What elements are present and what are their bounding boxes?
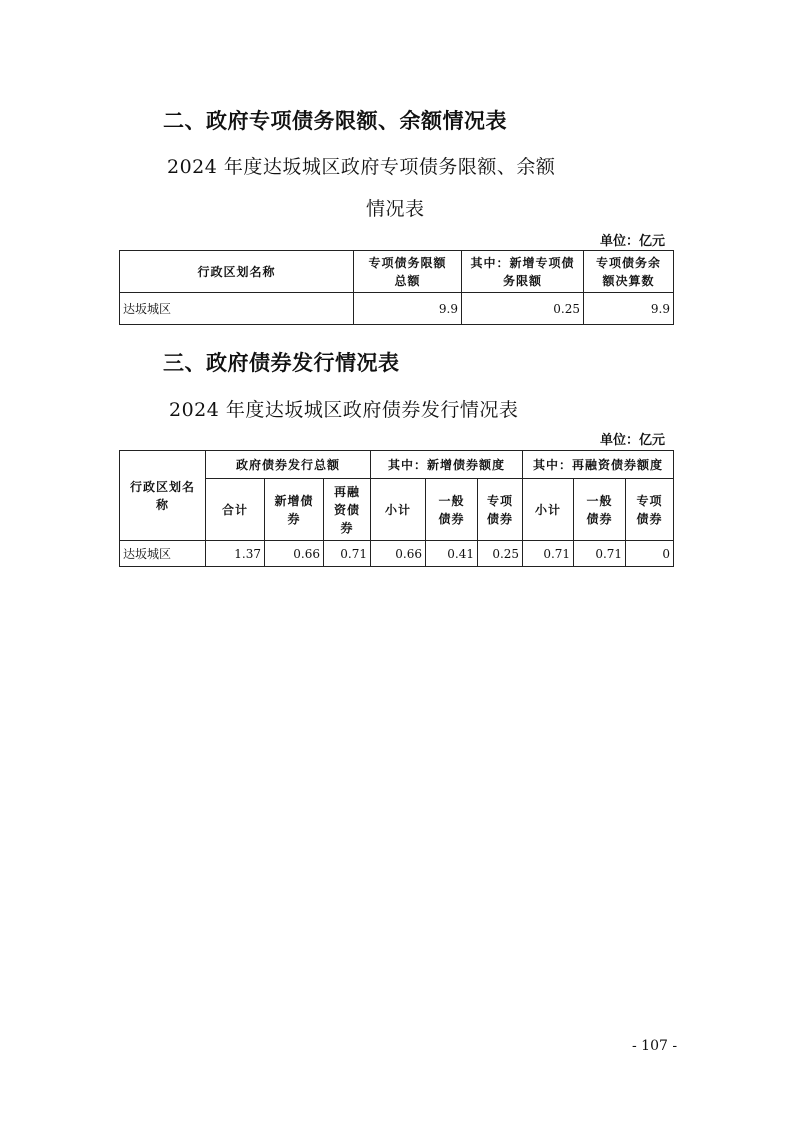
table-row [120,541,674,567]
header-total: 合计 [206,479,265,541]
cell-new-general: 0.41 [426,541,478,567]
cell-limit: 9.9 [354,293,462,325]
header-new-special: 专项 债券 [478,479,523,541]
section2-heading: 二、政府专项债务限额、余额情况表 [163,109,507,133]
bond-issuance-table [119,450,674,567]
header-region: 行政区划名称 [120,251,354,293]
cell-balance: 9.9 [584,293,674,325]
cell-new-subtotal: 0.66 [371,541,426,567]
section2-caption-line1: 2024 年度达坂城区政府专项债务限额、余额 [167,156,556,178]
cell-new-bond: 0.66 [265,541,324,567]
page-number: - 107 - [632,1038,678,1054]
section2-unit: 单位：亿元 [599,234,665,249]
header-refi-bond: 再融 资债 券 [324,479,371,541]
debt-limit-header-row [120,251,674,293]
cell-region: 达坂城区 [120,293,354,325]
section3-unit: 单位：亿元 [599,433,665,448]
cell-total: 1.37 [206,541,265,567]
header-refi-special: 专项 债券 [626,479,674,541]
cell-refi-special: 0 [626,541,674,567]
table-row [120,293,674,325]
header-group-new: 其中：新增债券额度 [371,451,523,479]
header-group-total: 政府债券发行总额 [206,451,371,479]
bond-group-header-row [120,451,674,479]
header-group-refi: 其中：再融资债券额度 [523,451,674,479]
cell-new-limit: 0.25 [462,293,584,325]
header-refi-general: 一般 债券 [574,479,626,541]
cell-refi-subtotal: 0.71 [523,541,574,567]
header-balance: 专项债务余 额决算数 [584,251,674,293]
header-new-general: 一般 债券 [426,479,478,541]
header-new-bond: 新增债 券 [265,479,324,541]
section2-caption-line2: 情况表 [366,198,425,220]
cell-new-special: 0.25 [478,541,523,567]
header-new-subtotal: 小计 [371,479,426,541]
cell-refi-bond: 0.71 [324,541,371,567]
section3-caption: 2024 年度达坂城区政府债券发行情况表 [169,399,519,421]
header-limit-total: 专项债务限额 总额 [354,251,462,293]
cell-region: 达坂城区 [120,541,206,567]
header-refi-subtotal: 小计 [523,479,574,541]
header-region: 行政区划名 称 [120,451,206,541]
section3-heading: 三、政府债券发行情况表 [163,351,400,375]
cell-refi-general: 0.71 [574,541,626,567]
debt-limit-table [119,250,674,325]
header-new-limit: 其中：新增专项债 务限额 [462,251,584,293]
